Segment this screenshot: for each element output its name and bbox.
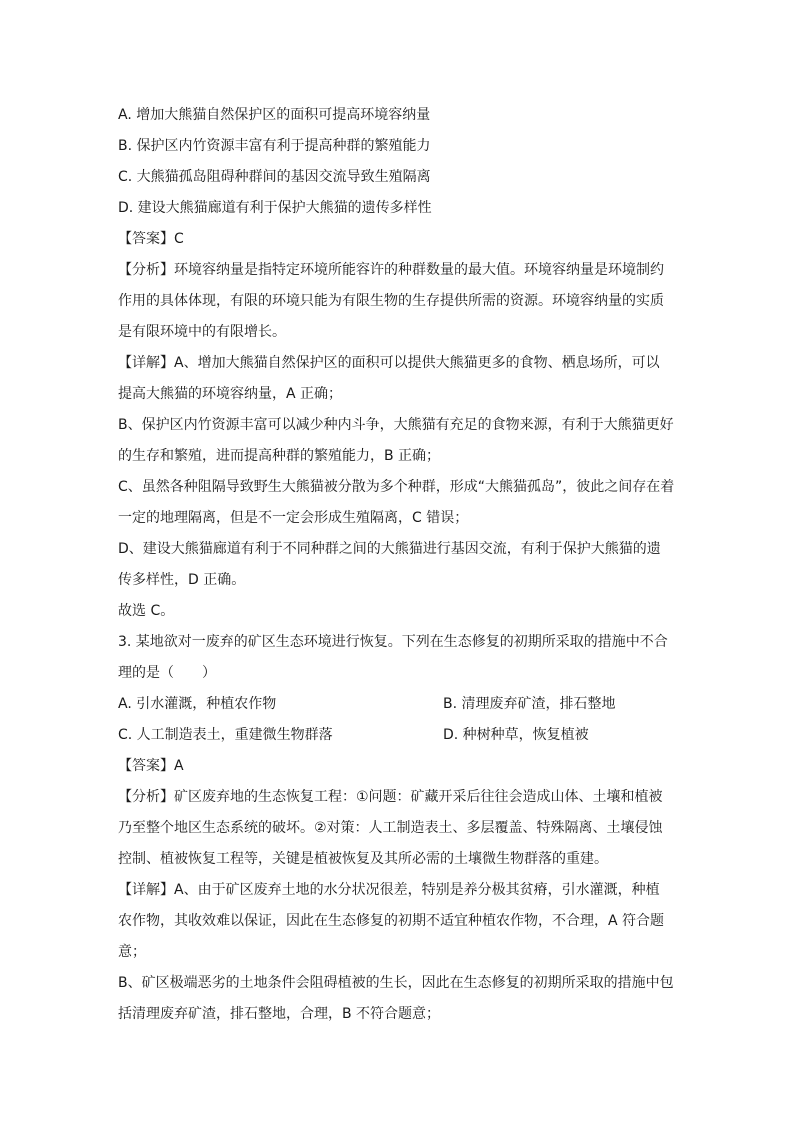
- q3-detail-b-line: B、矿区极端恶劣的土地条件会阻碍植被的生长，因此在生态修复的初期所采取的措施中包: [118, 975, 674, 991]
- q2-detail-d-line: 传多样性，D 正确。: [118, 572, 246, 588]
- q3-option-d: D. 种树种草，恢复植被: [443, 727, 589, 743]
- q3-options-row: [118, 720, 678, 751]
- q2-analysis-line: 是有限环境中的有限增长。: [118, 324, 286, 340]
- q2-detail-c-line: C、虽然各种阻隔导致野生大熊猫被分散为多个种群，形成“大熊猫孤岛”，彼此之间存在着: [118, 479, 675, 495]
- q2-option-b: B. 保护区内竹资源丰富有利于提高种群的繁殖能力: [118, 138, 431, 154]
- q2-detail-d-line: D、建设大熊猫廊道有利于不同种群之间的大熊猫进行基因交流，有利于保护大熊猫的遗: [118, 541, 661, 557]
- q3-analysis-line: 控制、植被恢复工程等，关键是植被恢复及其所必需的土壤微生物群落的重建。: [118, 851, 608, 867]
- q3-analysis: [118, 782, 678, 875]
- q3-stem-line: 理的是（ ）: [118, 665, 216, 681]
- q3-analysis-line: 乃至整个地区生态系统的破坏。②对策：人工制造表土、多层覆盖、特殊隔离、土壤侵蚀: [118, 820, 663, 836]
- q3-analysis-line: 【分析】矿区废弃地的生态恢复工程：①问题：矿藏开采后往往会造成山体、土壤和植被: [118, 789, 663, 805]
- q2-detail-b: [118, 410, 678, 472]
- q3-detail-a-line: 意；: [118, 944, 146, 960]
- q3-stem: [118, 627, 678, 689]
- q2-detail-b-line: B、保护区内竹资源丰富可以减少种内斗争，大熊猫有充足的食物来源，有利于大熊猫更好: [118, 417, 674, 433]
- q2-option-a: A. 增加大熊猫自然保护区的面积可提高环境容纳量: [118, 107, 431, 123]
- q3-detail-a-line: 农作物，其收效难以保证，因此在生态修复的初期不适宜种植农作物，不合理，A 符合题: [118, 913, 665, 929]
- q3-answer: 【答案】A: [118, 758, 184, 774]
- q2-detail-a: [118, 348, 678, 410]
- q2-analysis: [118, 255, 678, 348]
- q3-detail-a-line: 【详解】A、由于矿区废弃土地的水分状况很差，特别是养分极其贫瘠，引水灌溉，种植: [118, 882, 660, 898]
- q2-answer: 【答案】C: [118, 231, 184, 247]
- q2-detail-b-line: 的生存和繁殖，进而提高种群的繁殖能力，B 正确；: [118, 448, 441, 464]
- q3-detail-b: [118, 968, 678, 1030]
- q2-detail-a-line: 提高大熊猫的环境容纳量，A 正确；: [118, 386, 343, 402]
- q2-detail-c: [118, 472, 678, 534]
- q2-analysis-line: 【分析】环境容纳量是指特定环境所能容许的种群数量的最大值。环境容纳量是环境制约: [118, 262, 664, 278]
- q2-option-d: D. 建设大熊猫廊道有利于保护大熊猫的遗传多样性: [118, 200, 432, 216]
- q2-analysis-line: 作用的具体体现，有限的环境只能为有限生物的生存提供所需的资源。环境容纳量的实质: [118, 293, 664, 309]
- document-body: [118, 100, 678, 1030]
- q2-detail-d: [118, 534, 678, 596]
- q2-option-c: C. 大熊猫孤岛阻碍种群间的基因交流导致生殖隔离: [118, 169, 431, 185]
- q3-option-b: B. 清理废弃矿渣，排石整地: [443, 696, 616, 712]
- q3-option-c: C. 人工制造表土，重建微生物群落: [118, 727, 333, 743]
- q3-detail-b-line: 括清理废弃矿渣，排石整地，合理，B 不符合题意；: [118, 1006, 441, 1022]
- q3-detail-a: [118, 875, 678, 968]
- q3-option-a: A. 引水灌溉，种植农作物: [118, 696, 277, 712]
- q2-detail-a-line: 【详解】A、增加大熊猫自然保护区的面积可以提供大熊猫更多的食物、栖息场所，可以: [118, 355, 660, 371]
- q2-conclusion: 故选 C。: [118, 603, 175, 619]
- q3-options-row: [118, 689, 678, 720]
- q3-stem-line: 3. 某地欲对一废弃的矿区生态环境进行恢复。下列在生态修复的初期所采取的措施中不合: [118, 634, 668, 650]
- q2-detail-c-line: 一定的地理隔离，但是不一定会形成生殖隔离，C 错误；: [118, 510, 469, 526]
